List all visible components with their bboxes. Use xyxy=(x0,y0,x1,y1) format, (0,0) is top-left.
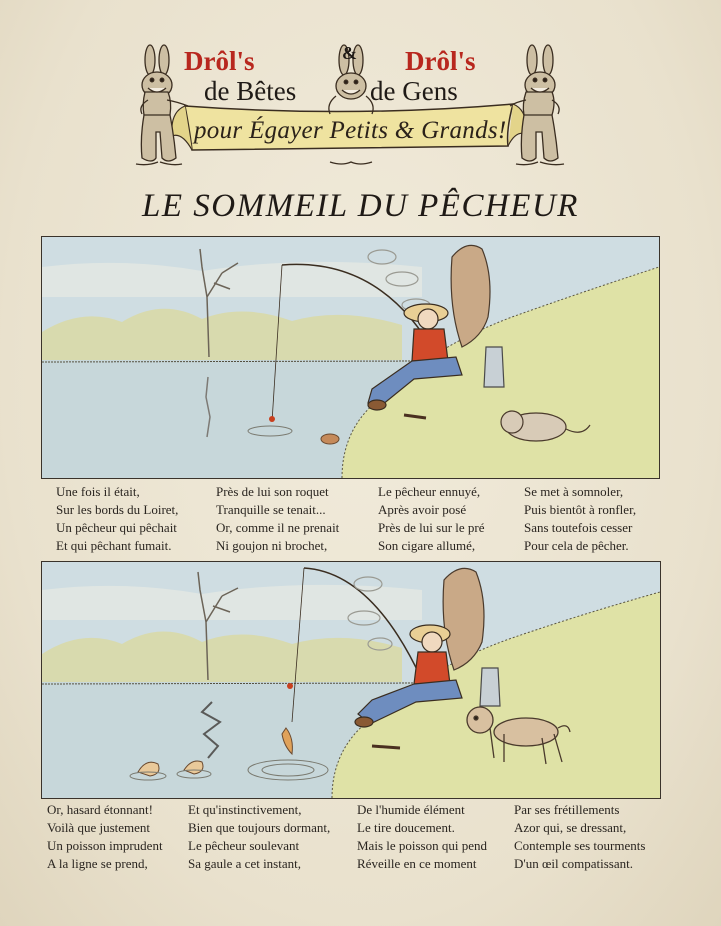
verse-line: Tranquille se tenait... xyxy=(216,502,326,517)
verses-block-2 xyxy=(0,801,721,876)
verse-line: Puis bientôt à ronfler, xyxy=(524,502,637,517)
verse-line: Mais le poisson qui pend xyxy=(357,838,487,853)
verse-line: Sur les bords du Loiret, xyxy=(56,502,179,517)
verse-line: Réveille en ce moment xyxy=(357,856,477,871)
verse-line: Par ses frétillements xyxy=(514,802,620,817)
verse-line: Près de lui sur le pré xyxy=(378,520,485,535)
verse-line: Ni goujon ni brochet, xyxy=(216,538,328,553)
fisherman-illustration-1 xyxy=(42,237,659,478)
fisherman-illustration-2 xyxy=(42,562,660,798)
verse-line: Le tire doucement. xyxy=(357,820,455,835)
stanza-2-3 xyxy=(357,801,487,873)
verse-line: Or, hasard étonnant! xyxy=(47,802,153,817)
verse-line: Le pêcheur ennuyé, xyxy=(378,484,481,499)
verse-line: Et qu'instinctivement, xyxy=(188,802,302,817)
stanza-1-2 xyxy=(216,483,339,555)
header-title-left-1: Drôl's xyxy=(184,46,255,76)
header-title-left-2: de Bêtes xyxy=(204,76,297,106)
stanza-2-2 xyxy=(188,801,330,873)
verse-line: Sans toutefois cesser xyxy=(524,520,633,535)
rabbit-left-icon xyxy=(136,45,188,165)
stanza-2-1 xyxy=(47,801,163,873)
verse-line: De l'humide élément xyxy=(357,802,465,817)
verse-line: Bien que toujours dormant, xyxy=(188,820,331,835)
verse-line: Azor qui, se dressant, xyxy=(514,820,627,835)
header-banner-text: pour Égayer Petits & Grands! xyxy=(194,117,507,144)
stanza-2-4 xyxy=(514,801,645,873)
verse-line: Une fois il était, xyxy=(56,484,140,499)
illustration-panel-2 xyxy=(41,561,661,799)
illustration-panel-1 xyxy=(41,236,660,479)
rabbit-right-icon xyxy=(510,45,564,165)
verse-line: Un poisson imprudent xyxy=(47,838,163,853)
stanza-1-3 xyxy=(378,483,485,555)
verse-line: Pour cela de pêcher. xyxy=(524,538,629,553)
verse-line: Après avoir posé xyxy=(378,502,467,517)
verses-block-1 xyxy=(0,483,721,558)
verse-line: D'un œil compatissant. xyxy=(514,856,633,871)
verse-line: Or, comme il ne prenait xyxy=(216,520,340,535)
verse-line: Le pêcheur soulevant xyxy=(188,838,300,853)
verse-line: Un pêcheur qui pêchait xyxy=(56,520,177,535)
verse-line: A la ligne se prend, xyxy=(47,856,148,871)
verse-line: Et qui pêchant fumait. xyxy=(56,538,172,553)
header-cartouche xyxy=(130,40,570,175)
header-title-right-1: Drôl's xyxy=(405,46,476,76)
verse-line: Contemple ses tourments xyxy=(514,838,646,853)
verse-line: Sa gaule a cet instant, xyxy=(188,856,301,871)
verse-line: Près de lui son roquet xyxy=(216,484,329,499)
stanza-1-4 xyxy=(524,483,636,555)
header-ampersand: & xyxy=(342,43,357,63)
verse-line: Son cigare allumé, xyxy=(378,538,476,553)
verse-line: Voilà que justement xyxy=(47,820,151,835)
header-title-right-2: de Gens xyxy=(370,76,458,106)
verse-line: Se met à somnoler, xyxy=(524,484,624,499)
stanza-1-1 xyxy=(56,483,178,555)
page-title: LE SOMMEIL DU PÊCHEUR xyxy=(142,188,579,224)
